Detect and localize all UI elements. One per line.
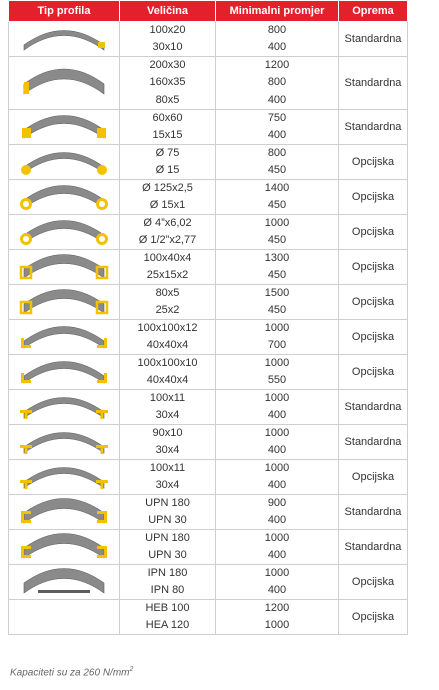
size-cell <box>120 57 216 110</box>
equipment-cell: Opcijska <box>339 600 408 635</box>
table-row <box>9 425 408 460</box>
min-radius-cell-value: 800 <box>267 147 287 159</box>
min-radius-cell-value: 1300 <box>264 252 290 264</box>
size-cell <box>120 460 216 495</box>
table-row <box>9 355 408 390</box>
min-radius-cell <box>216 180 339 215</box>
size-cell-value: UPN 180 <box>145 497 190 509</box>
tee-flange-icon <box>9 460 120 495</box>
size-cell-value: 160x35 <box>149 76 186 89</box>
min-radius-cell <box>216 425 339 460</box>
equipment-cell: Opcijska <box>339 565 408 600</box>
size-cell-value: UPN 30 <box>148 514 187 526</box>
footnote-superscript: 2 <box>129 666 134 673</box>
min-radius-cell-value: 800 <box>267 76 287 89</box>
equipment-cell: Opcijska <box>339 355 408 390</box>
min-radius-cell <box>216 355 339 390</box>
min-radius-cell <box>216 495 339 530</box>
flat-bar-tall-icon <box>9 57 120 110</box>
table-row <box>9 180 408 215</box>
table-row <box>9 215 408 250</box>
size-cell-value: 80x5 <box>155 93 180 106</box>
size-cell-value: 100x11 <box>149 462 186 474</box>
angle-out-icon <box>9 320 120 355</box>
size-cell <box>120 110 216 145</box>
min-radius-cell-value: 700 <box>267 339 287 351</box>
table-row <box>9 495 408 530</box>
min-radius-cell <box>216 600 339 635</box>
size-cell-value: Ø 15 <box>155 164 180 176</box>
min-radius-cell <box>216 460 339 495</box>
square-tube-icon <box>9 285 120 320</box>
size-cell <box>120 530 216 565</box>
min-radius-cell <box>216 565 339 600</box>
min-radius-cell-value: 1000 <box>264 322 290 334</box>
size-cell-value: 100x40x4 <box>143 252 192 264</box>
min-radius-cell-value: 400 <box>267 479 287 491</box>
size-cell <box>120 425 216 460</box>
min-radius-cell <box>216 110 339 145</box>
min-radius-cell <box>216 285 339 320</box>
equipment-cell: Opcijska <box>339 460 408 495</box>
table-row <box>9 22 408 57</box>
min-radius-cell-value: 800 <box>267 24 287 36</box>
min-radius-cell-value: 1200 <box>264 59 290 72</box>
flat-bar-icon <box>9 22 120 57</box>
size-cell <box>120 565 216 600</box>
min-radius-cell <box>216 57 339 110</box>
footnote-text: Kapaciteti su za 260 N/mm <box>10 667 130 679</box>
square-bar-icon <box>9 110 120 145</box>
min-radius-cell-value: 400 <box>267 41 287 53</box>
equipment-cell: Opcijska <box>339 145 408 180</box>
size-cell-value: 100x100x12 <box>137 322 198 334</box>
size-cell-value: 100x20 <box>149 24 186 36</box>
size-cell <box>120 495 216 530</box>
min-radius-cell-value: 1000 <box>264 392 290 404</box>
size-cell-value: UPN 30 <box>148 549 187 561</box>
min-radius-cell <box>216 250 339 285</box>
table-row <box>9 250 408 285</box>
channel-in-icon <box>9 530 120 565</box>
size-cell-value: 25x2 <box>155 304 180 316</box>
size-cell <box>120 390 216 425</box>
size-cell-value: 30x4 <box>155 479 180 491</box>
size-cell-value: 25x15x2 <box>146 269 189 281</box>
size-cell <box>120 250 216 285</box>
table-row <box>9 57 408 110</box>
table-row <box>9 110 408 145</box>
min-radius-cell-value: 400 <box>267 514 287 526</box>
header-size: Veličina <box>120 1 216 22</box>
tee-in-icon <box>9 425 120 460</box>
min-radius-cell-value: 1000 <box>264 532 290 544</box>
profile-empty-cell <box>9 600 120 635</box>
min-radius-cell-value: 900 <box>267 497 287 509</box>
size-cell-value: HEA 120 <box>145 619 190 631</box>
min-radius-cell-value: 450 <box>267 164 287 176</box>
min-radius-cell-value: 400 <box>267 549 287 561</box>
table-row <box>9 390 408 425</box>
min-radius-cell-value: 1500 <box>264 287 290 299</box>
size-cell-value: 80x5 <box>155 287 180 299</box>
size-cell-value: 40x40x4 <box>146 374 189 386</box>
rectangular-tube-icon <box>9 250 120 285</box>
min-radius-cell-value: 1000 <box>264 567 290 579</box>
size-cell-value: 30x4 <box>155 409 180 421</box>
min-radius-cell <box>216 145 339 180</box>
size-cell-value: 30x4 <box>155 444 180 456</box>
size-cell-value: Ø 1/2”x2,77 <box>138 234 197 246</box>
size-cell-value: Ø 75 <box>155 147 180 159</box>
min-radius-cell <box>216 22 339 57</box>
table-row <box>9 600 408 635</box>
size-cell-value: HEB 100 <box>145 602 190 614</box>
pipe-icon <box>9 215 120 250</box>
size-cell <box>120 145 216 180</box>
min-radius-cell <box>216 390 339 425</box>
min-radius-cell-value: 450 <box>267 234 287 246</box>
table-row <box>9 530 408 565</box>
round-bar-icon <box>9 145 120 180</box>
size-cell-value: IPN 180 <box>147 567 188 579</box>
size-cell-value: 15x15 <box>152 129 183 141</box>
header-equipment: Oprema <box>339 1 408 22</box>
min-radius-cell <box>216 215 339 250</box>
equipment-cell: Standardna <box>339 425 408 460</box>
size-cell <box>120 22 216 57</box>
equipment-cell: Opcijska <box>339 215 408 250</box>
size-cell-value: 200x30 <box>149 59 186 72</box>
header-profile: Tip profila <box>9 1 120 22</box>
size-cell <box>120 215 216 250</box>
equipment-cell: Opcijska <box>339 250 408 285</box>
equipment-cell: Standardna <box>339 390 408 425</box>
size-cell-value: 60x60 <box>152 112 183 124</box>
header-min-radius: Minimalni promjer <box>216 1 339 22</box>
min-radius-cell-value: 1000 <box>264 357 290 369</box>
size-cell-value: 30x10 <box>152 41 183 53</box>
min-radius-cell-value: 1200 <box>264 602 290 614</box>
table-row <box>9 145 408 180</box>
min-radius-cell-value: 1000 <box>264 619 290 631</box>
capacity-footnote <box>10 666 133 678</box>
table-row <box>9 320 408 355</box>
size-cell-value: 100x11 <box>149 392 186 404</box>
size-cell-value: 40x40x4 <box>146 339 189 351</box>
min-radius-cell-value: 450 <box>267 304 287 316</box>
min-radius-cell <box>216 320 339 355</box>
tee-out-icon <box>9 390 120 425</box>
i-beam-icon <box>9 565 120 600</box>
size-cell-value: 90x10 <box>152 427 183 439</box>
table-row <box>9 285 408 320</box>
size-cell-value: UPN 180 <box>145 532 190 544</box>
size-cell <box>120 600 216 635</box>
size-cell-value: IPN 80 <box>150 584 185 596</box>
channel-out-icon <box>9 495 120 530</box>
equipment-cell: Standardna <box>339 22 408 57</box>
min-radius-cell-value: 1000 <box>264 462 290 474</box>
size-cell-value: Ø 4”x6,02 <box>143 217 192 229</box>
equipment-cell: Standardna <box>339 530 408 565</box>
size-cell-value: 100x100x10 <box>137 357 198 369</box>
size-cell <box>120 320 216 355</box>
min-radius-cell-value: 1000 <box>264 217 290 229</box>
bending-capacity-table <box>8 0 408 635</box>
equipment-cell: Opcijska <box>339 180 408 215</box>
min-radius-cell-value: 750 <box>267 112 287 124</box>
angle-in-icon <box>9 355 120 390</box>
size-cell-value: Ø 15x1 <box>149 199 186 211</box>
size-cell-value: Ø 125x2,5 <box>142 182 193 194</box>
min-radius-cell <box>216 530 339 565</box>
size-cell <box>120 285 216 320</box>
equipment-cell: Standardna <box>339 495 408 530</box>
equipment-cell: Standardna <box>339 57 408 110</box>
min-radius-cell-value: 400 <box>267 409 287 421</box>
size-cell <box>120 355 216 390</box>
min-radius-cell-value: 400 <box>267 444 287 456</box>
equipment-cell: Standardna <box>339 110 408 145</box>
min-radius-cell-value: 450 <box>267 269 287 281</box>
min-radius-cell-value: 550 <box>267 374 287 386</box>
min-radius-cell-value: 1400 <box>264 182 290 194</box>
min-radius-cell-value: 400 <box>267 93 287 106</box>
min-radius-cell-value: 450 <box>267 199 287 211</box>
table-row <box>9 565 408 600</box>
round-tube-icon <box>9 180 120 215</box>
table-header-row <box>9 1 408 22</box>
table-row <box>9 460 408 495</box>
min-radius-cell-value: 400 <box>267 129 287 141</box>
min-radius-cell-value: 400 <box>267 584 287 596</box>
size-cell <box>120 180 216 215</box>
min-radius-cell-value: 1000 <box>264 427 290 439</box>
equipment-cell: Opcijska <box>339 320 408 355</box>
equipment-cell: Opcijska <box>339 285 408 320</box>
